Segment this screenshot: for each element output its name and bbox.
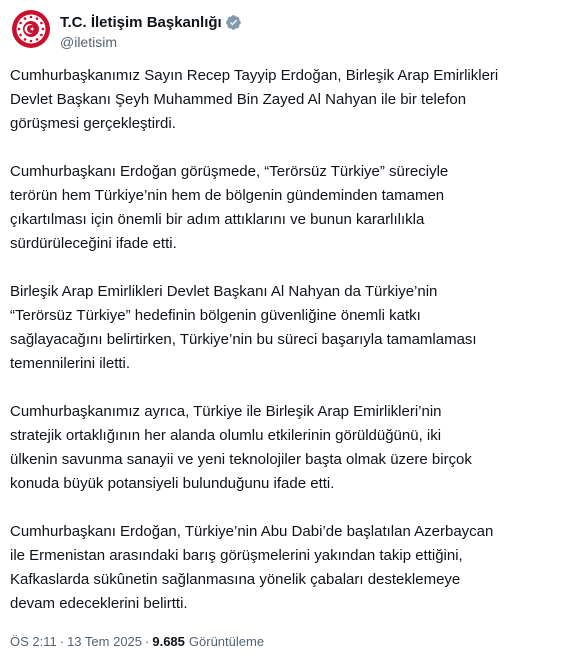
author-info [60, 12, 242, 50]
post-text [10, 64, 576, 640]
views-count[interactable]: 9.685 [152, 634, 185, 649]
post-paragraph: Cumhurbaşkanı Erdoğan görüşmede, “Terörsüz Türkiye” süreciyle terörün hem Türkiye’nin hem de bölgenin gündeminden tamamen çıkartılması için önemli bir adım attıklarını ve bunun kararlılıkla sürdürüleceğini ifade etti. [10, 163, 449, 252]
meta-separator: · [59, 634, 65, 649]
post-paragraph: Cumhurbaşkanımız ayrıca, Türkiye ile Birleşik Arap Emirlikleri’nin stratejik ortaklığının her alanda olumlu etkilerinin görüldüğünü, iki ülkenin savunma sanayii ve yeni teknolojiler başta olmak üzere birçok konuda büyük potansiyeli bulunduğunu ifade etti. [10, 403, 472, 492]
post-time[interactable]: ÖS 2:11 [10, 634, 57, 649]
views-label[interactable]: Görüntüleme [188, 634, 265, 649]
post-paragraph: Cumhurbaşkanımız Sayın Recep Tayyip Erdoğan, Birleşik Arap Emirlikleri Devlet Başkanı Şeyh Muhammed Bin Zayed Al Nahyan ile bir telefon görüşmesi gerçekleştirdi. [10, 67, 499, 132]
post-paragraph: Birleşik Arap Emirlikleri Devlet Başkanı Al Nahyan da Türkiye’nin “Terörsüz Türkiye” hedefinin bölgenin güvenliğine önemli katkı sağlayacağını belirtirken, Türkiye’nin bu süreci başarıyla tamamlaması temennilerini iletti. [10, 283, 477, 372]
author-handle[interactable]: @iletisim [60, 34, 117, 50]
author-display-name[interactable]: T.C. İletişim Başkanlığı [60, 13, 222, 31]
post-paragraph: Cumhurbaşkanı Erdoğan, Türkiye’nin Abu Dabi’de başlatılan Azerbaycan ile Ermenistan arasındaki barış görüşmelerini yakından takip ettiğini, Kafkaslarda sükûnetin sağlanmasına yönelik çabaları desteklemeye devam edeceklerini belirtti. [10, 523, 494, 612]
author-name-row [60, 12, 242, 32]
meta-separator: · [145, 634, 150, 649]
tc-crest-logo[interactable] [10, 8, 52, 50]
post-date[interactable]: 13 Tem 2025 [67, 634, 143, 649]
gray-verified-badge-icon[interactable] [225, 14, 242, 31]
post-meta [10, 634, 264, 649]
post-header [10, 8, 242, 56]
